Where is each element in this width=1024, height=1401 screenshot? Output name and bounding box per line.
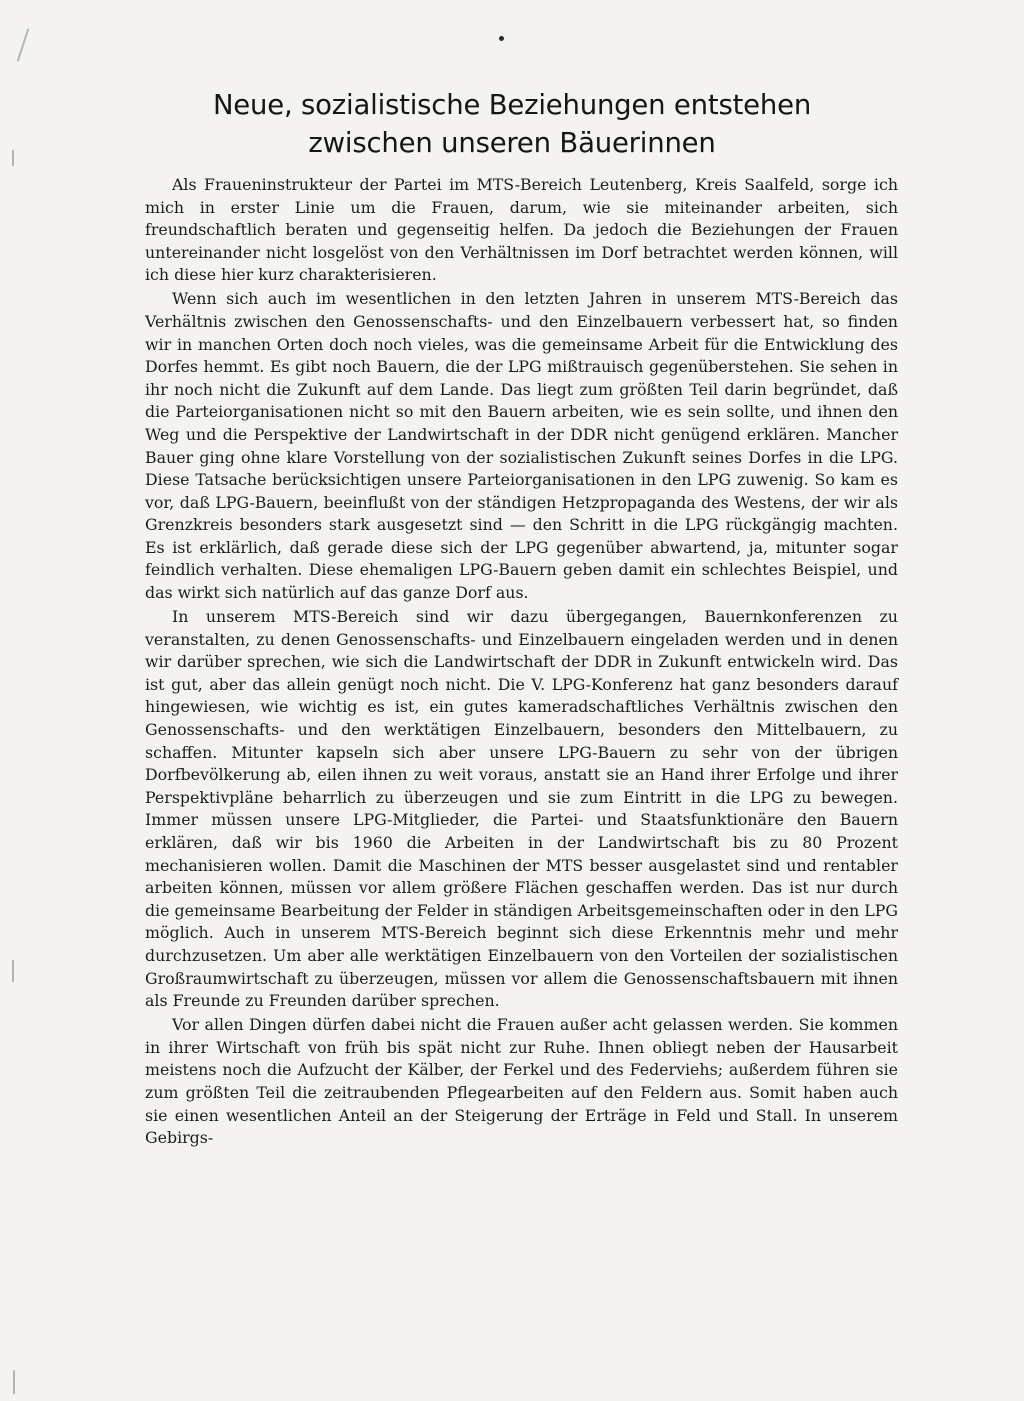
binding-mark bbox=[17, 29, 29, 62]
paragraph-1: Als Fraueninstrukteur der Partei im MTS-Bereich Leutenberg, Kreis Saalfeld, sorge ich mich in erster Linie um die Frauen, darum, wie sie miteinander arbeiten, sich freundschaftlich beraten und gegenseitig helfen. Da jedoch die Beziehungen der Frauen untereinander nicht losgelöst von den Verhältnissen im Dorf betrachtet werden können, will ich diese hier kurz charakterisieren. bbox=[145, 175, 898, 285]
binding-mark bbox=[13, 1370, 15, 1394]
ink-dot bbox=[499, 36, 504, 41]
title-line-1: Neue, sozialistische Beziehungen entstehen bbox=[212, 89, 812, 121]
paragraph-4: Vor allen Dingen dürfen dabei nicht die Frauen außer acht gelassen werden. Sie kommen in ihrer Wirtschaft von früh bis spät nicht zur Ruhe. Ihnen obliegt neben der Hausarbeit meistens noch die Aufzucht der Kälber, der Ferkel und des Federviehs; außerdem führen sie zum größten Teil die zeitraubenden Pflegearbeiten auf den Feldern aus. Somit haben auch sie einen wesentlichen Anteil an der Steigerung der Erträge in Feld und Stall. In unserem Gebirgs- bbox=[145, 1015, 898, 1148]
article-body bbox=[145, 174, 898, 1151]
paragraph-3: In unserem MTS-Bereich sind wir dazu übergegangen, Bauernkonferenzen zu veranstalten, zu denen Genossenschafts- und Einzelbauern eingeladen werden und in denen wir darüber sprechen, wie sich die Landwirtschaft der DDR in Zukunft entwickeln wird. Das ist gut, aber das allein genügt noch nicht. Die V. LPG-Konferenz hat ganz besonders darauf hingewiesen, wie wichtig es ist, ein gutes kameradschaftliches Verhältnis zwischen den Genossenschafts- und den werktätigen Einzelbauern, besonders den Mittelbauern, zu schaffen. Mitunter kapseln sich aber unsere LPG-Bauern zu sehr von der übrigen Dorfbevölkerung ab, eilen ihnen zu weit voraus, anstatt sie an Hand ihrer Erfolge und ihrer Perspektivpläne beharrlich zu überzeugen und sie zum Eintritt in die LPG zu bewegen. Immer müssen unsere LPG-Mitglieder, die Partei- und Staatsfunktionäre den Bauern erklären, daß wir bis 1960 die Arbeiten in der Landwirtschaft bis zu 80 Prozent mechanisieren wollen. Damit die Maschinen der MTS besser ausgelastet sind und rentabler arbeiten können, müssen vor allem größere Flächen geschaffen werden. Das ist nur durch die gemeinsame Bearbeitung der Felder in ständigen Arbeitsgemeinschaften oder in den LPG möglich. Auch in unserem MTS-Bereich beginnt sich diese Erkenntnis mehr und mehr durchzusetzen. Um aber alle werktätigen Einzelbauern von den Vorteilen der sozialistischen Großraumwirtschaft zu überzeugen, müssen vor allem die Genossenschaftsbauern mit ihnen als Freunde zu Freunden darüber sprechen. bbox=[145, 607, 898, 1011]
article-title bbox=[120, 86, 904, 162]
paragraph-2: Wenn sich auch im wesentlichen in den letzten Jahren in unserem MTS-Bereich das Verhältnis zwischen den Genossenschafts- und den Einzelbauern verbessert hat, so finden wir in manchen Orten doch noch vieles, was die gemeinsame Arbeit für die Entwicklung des Dorfes hemmt. Es gibt noch Bauern, die der LPG mißtrauisch gegenüberstehen. Sie sehen in ihr noch nicht die Zukunft auf dem Lande. Das liegt zum größten Teil darin begründet, daß die Parteiorganisationen nicht so mit den Bauern arbeiten, wie es sein sollte, und ihnen den Weg und die Perspektive der Landwirtschaft in der DDR nicht genügend erklären. Mancher Bauer ging ohne klare Vorstellung von der sozialistischen Zukunft seines Dorfes in die LPG. Diese Tatsache berücksichtigen unsere Parteiorganisationen in den LPG zuwenig. So kam es vor, daß LPG-Bauern, beeinflußt von der ständigen Hetzpropaganda des Westens, der wir als Grenzkreis besonders stark ausgesetzt sind — den Schritt in die LPG rückgängig machten. Es ist erklärlich, daß gerade diese sich der LPG gegenüber abwartend, ja, mitunter sogar feindlich verhalten. Diese ehemaligen LPG-Bauern geben damit ein schlechtes Beispiel, und das wirkt sich natürlich auf das ganze Dorf aus. bbox=[145, 289, 898, 603]
binding-mark bbox=[12, 150, 14, 166]
title-line-2: zwischen unseren Bäuerinnen bbox=[308, 127, 716, 159]
binding-mark bbox=[12, 960, 14, 982]
